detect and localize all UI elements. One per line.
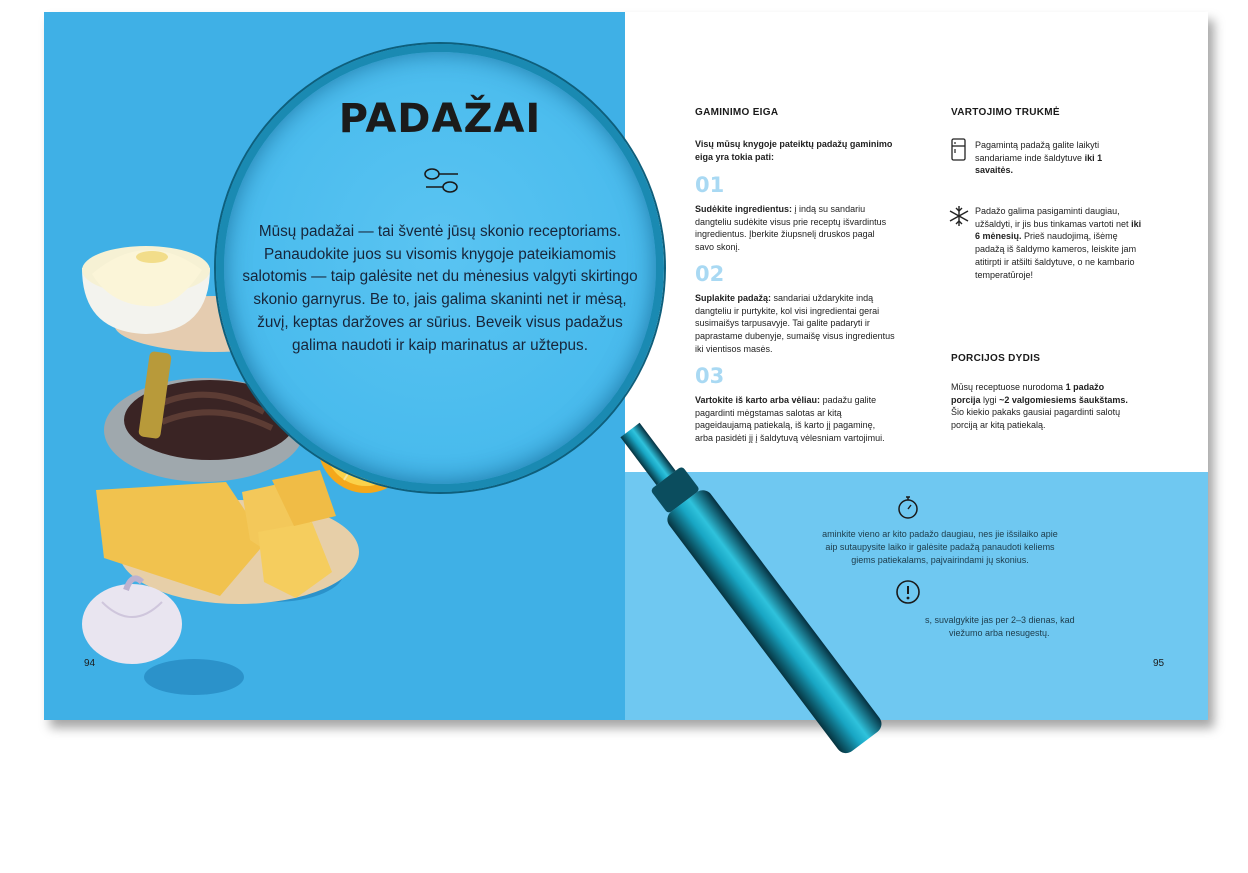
freeze-text-2: Prieš naudojimą, išėmę padažą iš šaldymo kameros, leiskite jam atitirpti ir atšilti šaldytuve, o ne kambario temperatūroje! [975,231,1137,280]
fridge-text-bold: iki 1 savaitės. [975,152,1103,176]
porcijos-text-1: Mūsų receptuose nurodoma [951,382,1064,392]
step-bold: Vartokite iš karto arba vėliau: [695,395,821,405]
gaminimo-heading: GAMINIMO EIGA [695,107,779,118]
step-body: sandariai uždarykite indą dangteliu ir purtykite, kol visi ingredientai gerai susimaišys tarpusavyje. Tai galite padaryti ir paprastame dubenyje, sumaišę visus ingredientus iki vientisos masės. [695,293,895,354]
step-number: 01 [695,173,725,197]
page-title: PADAŽAI [338,96,542,142]
gaminimo-lead: Visų mūsų knygoje pateiktų padažų gaminimo eiga yra tokia pati: [695,139,893,162]
tip-2-line-1-end: s, suvalgykite jas per 2–3 dienas, kad [925,615,1075,625]
vartojimo-heading: VARTOJIMO TRUKMĖ [951,107,1060,118]
porcijos-bold-2: ~2 valgomiesiems šaukštams. [999,394,1128,405]
tip-1-line-2: aip sutaupysite laiko ir galėsite padažą panaudoti keliems [825,542,1055,552]
step-body: padažu galite pagardinti mėgstamas salotas ar kitą pageidaujamą patiekalą, iš karto jį pagaminę, arba pasidėti jį į šaldytuvą vėlesniam vartojimui. [695,395,885,444]
fridge-text-body: Pagamintą padažą galite laikyti sandariame inde šaldytuve [975,140,1100,163]
step-number: 03 [695,364,725,388]
porcijos-heading: PORCIJOS DYDIS [951,353,1041,364]
porcijos-bold-1: 1 padažo porcija [951,382,1105,405]
tip-2-line-2: viežumo arba nesugestų. [949,628,1050,638]
porcijos-text-2: lygi [983,394,997,405]
step-body: į indą su sandariu dangteliu sudėkite visus prie receptų išvardintus ingredientus. Įberkite žiupsnelį druskos pagal savo skonį. [695,204,887,253]
porcijos-text-3: Šio kiekio pakaks gausiai pagardinti salotų porciją ar kitą patiekalą. [951,407,1121,431]
step-bold: Suplakite padažą: [695,293,772,303]
step-bold: Sudėkite ingredientus: [695,204,793,214]
step-number: 02 [695,262,725,286]
page-number-right: 95 [1153,658,1165,669]
tip-1-line-1: aminkite vieno ar kito padažo daugiau, nes jie išsilaiko apie [822,529,1058,539]
freeze-text-bold: iki 6 mėnesių. [975,218,1142,242]
page-number-left: 94 [84,658,96,669]
tip-1-line-3: giems patiekalams, pajvairindami jų skonius. [851,555,1029,565]
intro-text: Mūsų padažai — tai šventė jūsų skonio receptoriams. Panaudokite juos su visomis knygoje pateikiamomis salotomis — taip galėsite net du mėnesius valgyti skirtingo skonio garnyrus. Be to, jais galima skaninti net ir mėsą, žuvį, keptas daržoves ar sūrius. Beveik visus padažus galima naudoti ir kaip marinatus ar užtepus. [242,223,638,354]
measuring-spoons-icon [422,165,462,197]
freeze-text-1: Padažo galima pasigaminti daugiau, užšaldyti, ir jis bus tinkamas vartoti net [975,206,1129,229]
